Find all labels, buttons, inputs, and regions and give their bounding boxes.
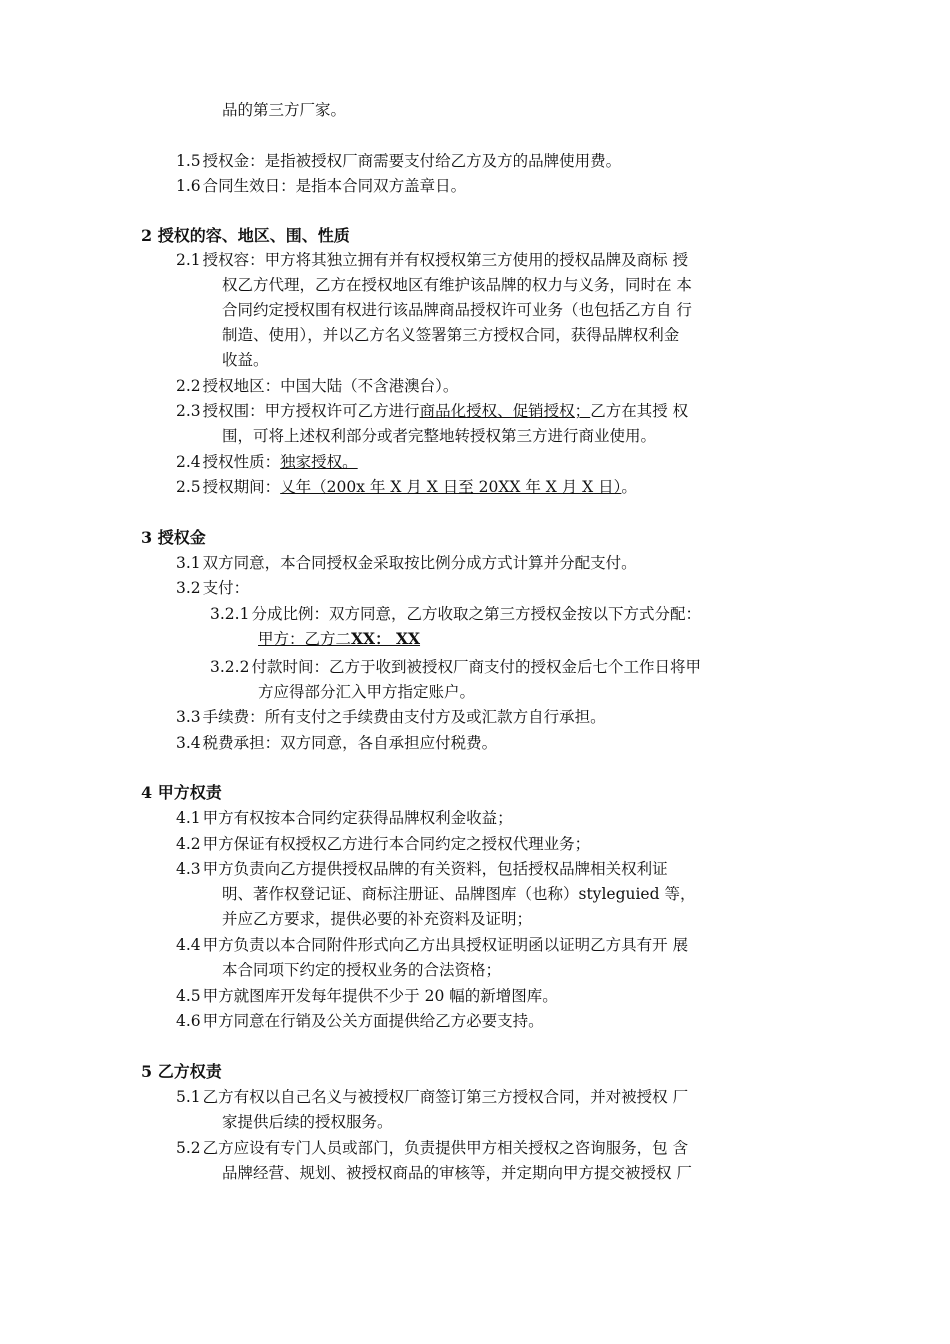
clause-3-1 [176,551,637,575]
clause-text: 授权性质： [202,453,281,471]
clause-number: 5.1 [176,1088,201,1106]
clause-text: 乙方在其授 权 [590,402,689,420]
clause-4-2 [176,832,590,856]
clause-continuation: 品牌经营、规划、被授权商品的审核等，并定期向甲方提交被授权 厂 [222,1164,692,1182]
clause-number: 2.2 [176,377,201,395]
clause-number: 3.3 [176,708,201,726]
clause-number: 4.5 [176,987,201,1005]
clause-text: 甲方有权按本合同约定获得品牌权利金收益； [202,809,513,827]
section-heading-2: 2 授权的容、地区、围、性质 [141,226,350,245]
section-heading-3: 3 授权金 [141,528,206,547]
clause-2-4 [176,450,358,474]
clause-number: 2.5 [176,478,201,496]
clause-4-5 [176,984,558,1008]
clause-text: 双方同意，本合同授权金采取按比例分成方式计算并分配支付。 [202,554,637,572]
clause-continuation: 并应乙方要求，提供必要的补充资料及证明； [222,910,533,928]
clause-text: 授权期间： [202,478,281,496]
underlined-text: 独家授权。 [280,453,358,471]
clause-1-6 [176,174,466,198]
clause-number: 3.2.2 [210,658,250,676]
clause-continuation: 合同约定授权围有权进行该品牌商品授权许可业务（也包括乙方自 行 [222,301,692,319]
clause-number: 2.4 [176,453,201,471]
clause-number: 4.2 [176,835,201,853]
clause-text: 分成比例：双方同意，乙方收取之第三方授权金按以下方式分配： [251,605,701,623]
clause-4-1 [176,806,513,830]
clause-continuation: 围，可将上述权利部分或者完整地转授权第三方进行商业使用。 [222,427,657,445]
clause-number: 4.1 [176,809,201,827]
clause-5-2 [176,1136,688,1160]
clause-2-1 [176,248,688,272]
clause-text: 甲方负责向乙方提供授权品牌的有关资料，包括授权品牌相关权利证 [202,860,668,878]
clause-1-5 [176,149,621,173]
clause-number: 4.4 [176,936,201,954]
clause-3-2-1 [210,602,701,626]
underlined-ratio: XX： XX [351,629,421,648]
clause-number: 3.2 [176,579,201,597]
clause-number: 3.1 [176,554,201,572]
clause-number: 4.6 [176,1012,201,1030]
underlined-text: 甲方：乙方二 [258,630,352,648]
clause-continuation: 收益。 [222,351,269,369]
clause-3-2 [176,576,249,600]
clause-continuation: 制造、使用），并以乙方名义签署第三方授权合同，获得品牌权利金 [222,326,680,344]
clause-continuation: 家提供后续的授权服务。 [222,1113,393,1131]
clause-number: 1.5 [176,152,201,170]
clause-number: 5.2 [176,1139,201,1157]
clause-5-1 [176,1085,688,1109]
clause-continuation: 明、著作权登记证、商标注册证、品牌图库（也称）styleguied 等， [222,885,696,903]
clause-text: 甲方负责以本合同附件形式向乙方出具授权证明函以证明乙方具有开 展 [202,936,689,954]
clause-text: 付款时间：乙方于收到被授权厂商支付的授权金后七个工作日将甲 [251,658,701,676]
clause-text: 甲方同意在行销及公关方面提供给乙方必要支持。 [202,1012,544,1030]
clause-text: 授权围：甲方授权许可乙方进行 [202,402,420,420]
clause-text: 乙方应设有专门人员或部门，负责提供甲方相关授权之咨询服务，包 含 [202,1139,689,1157]
clause-number: 2.3 [176,402,201,420]
clause-text: 税费承担：双方同意，各自承担应付税费。 [202,734,498,752]
clause-2-2 [176,374,458,398]
clause-4-6 [176,1009,544,1033]
clause-2-3 [176,399,688,423]
clause-number: 3.2.1 [210,605,250,623]
clause-continuation: 本合同项下约定的授权业务的合法资格； [222,961,502,979]
underlined-text: 乂年（200x 年 X 月 X 日至 20XX 年 X 月 X 日） [280,478,622,496]
clause-number: 4.3 [176,860,201,878]
clause-text: 甲方就图库开发每年提供不少于 20 幅的新增图库。 [202,987,558,1005]
clause-continuation: 权乙方代理，乙方在授权地区有维护该品牌的权力与义务，同时在 本 [222,276,692,294]
paragraph-line: 品的第三方厂家。 [222,101,347,119]
clause-number: 2.1 [176,251,201,269]
clause-4-3 [176,857,668,881]
clause-text: 支付： [202,579,250,597]
clause-3-2-2 [210,655,701,679]
ratio-line [258,627,420,651]
clause-3-3 [176,705,606,729]
clause-text: 。 [621,478,637,496]
clause-text: 授权地区：中国大陆（不含港澳台）。 [202,377,459,395]
clause-text: 合同生效日：是指本合同双方盖章日。 [202,177,467,195]
clause-text: 授权金：是指被授权厂商需要支付给乙方及方的品牌使用费。 [202,152,622,170]
clause-text: 手续费：所有支付之手续费由支付方及或汇款方自行承担。 [202,708,606,726]
clause-text: 授权容：甲方将其独立拥有并有权授权第三方使用的授权品牌及商标 授 [202,251,689,269]
clause-3-4 [176,731,497,755]
section-heading-4: 4 甲方权责 [141,783,222,802]
section-heading-5: 5 乙方权责 [141,1062,222,1081]
underlined-text: 商品化授权、促销授权； [419,402,591,420]
clause-continuation: 方应得部分汇入甲方指定账户。 [258,683,476,701]
clause-text: 甲方保证有权授权乙方进行本合同约定之授权代理业务； [202,835,591,853]
clause-number: 1.6 [176,177,201,195]
clause-number: 3.4 [176,734,201,752]
clause-text: 乙方有权以自己名义与被授权厂商签订第三方授权合同，并对被授权 厂 [202,1088,689,1106]
clause-2-5 [176,475,637,499]
clause-4-4 [176,933,688,957]
